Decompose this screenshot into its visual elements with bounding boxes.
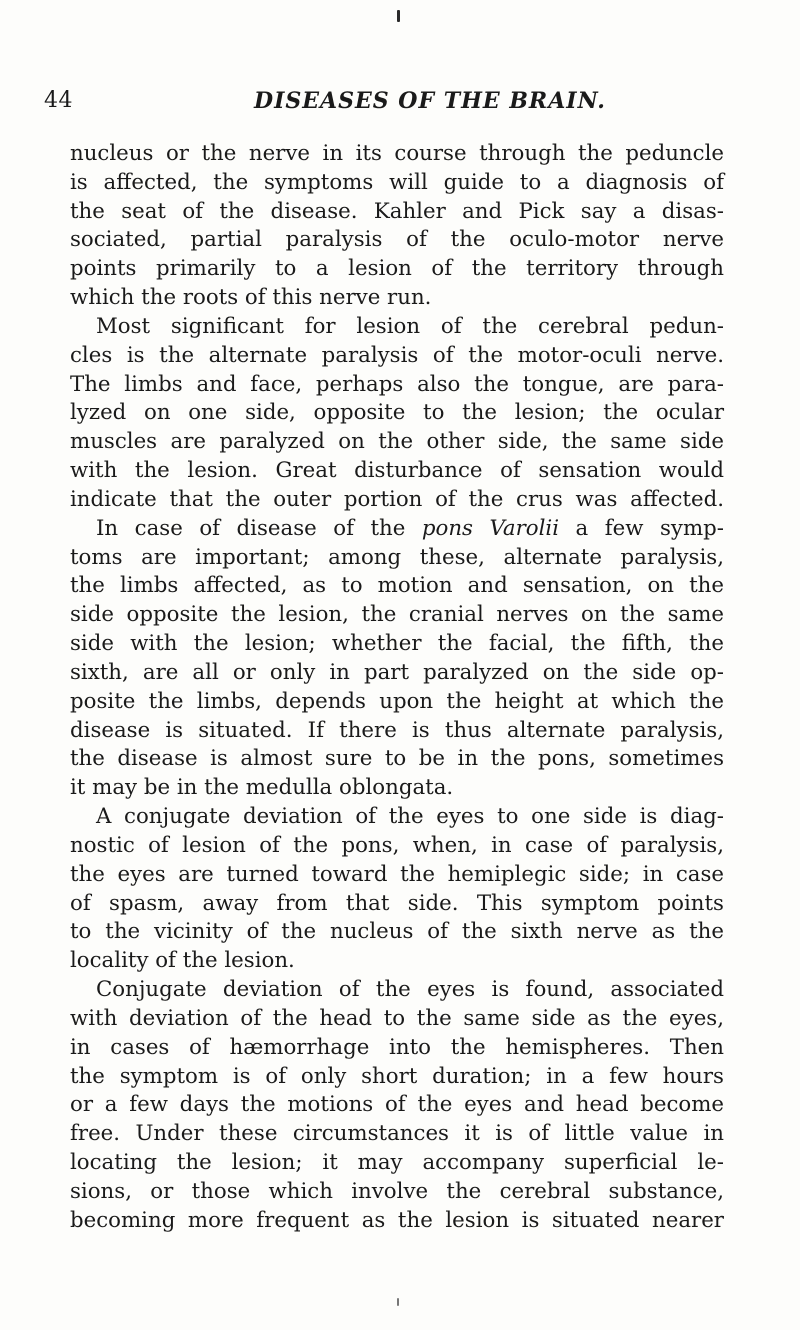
text-line: sions, or those which involve the cerebral substance, (70, 1178, 724, 1204)
text-line: muscles are paralyzed on the other side, the same side (70, 429, 724, 455)
text-line: posite the limbs, depends upon the height at which the (70, 688, 724, 714)
text-line: of spasm, away from that side. This symptom points (70, 890, 724, 916)
text-line: nostic of lesion of the pons, when, in case of paralysis, (70, 832, 724, 858)
text-line: sixth, are all or only in part paralyzed on the side op- (70, 659, 724, 685)
text-line: side with the lesion; whether the facial, the fifth, the (70, 631, 724, 657)
text-line: is affected, the symptoms will guide to a diagnosis of (70, 169, 724, 195)
print-mark (397, 10, 400, 22)
text-line: free. Under these circumstances it is of little value in (70, 1121, 724, 1147)
text-line: cles is the alternate paralysis of the motor-oculi nerve. (70, 342, 724, 368)
text-line: toms are important; among these, alternate paralysis, (70, 544, 724, 570)
text-line: the limbs affected, as to motion and sensation, on the (70, 573, 724, 599)
text-line: disease is situated. If there is thus alternate paralysis, (70, 717, 724, 743)
text-line: lyzed on one side, opposite to the lesion; the ocular (70, 400, 724, 426)
body-text (70, 140, 724, 1235)
text-line: becoming more frequent as the lesion is situated nearer (70, 1207, 724, 1233)
running-title: DISEASES OF THE BRAIN. (254, 88, 606, 114)
text-line: the disease is almost sure to be in the pons, sometimes (70, 746, 724, 772)
text-line: which the roots of this nerve run. (70, 285, 432, 311)
text-line: nucleus or the nerve in its course through the peduncle (70, 141, 724, 166)
text-line: The limbs and face, perhaps also the tongue, are para- (70, 371, 724, 397)
text-line: with deviation of the head to the same side as the eyes, (70, 1005, 724, 1031)
text-line: indicate that the outer portion of the crus was affected. (70, 486, 724, 512)
text-line: locating the lesion; it may accompany superficial le- (70, 1149, 724, 1175)
print-mark (397, 1298, 399, 1306)
text-line: points primarily to a lesion of the territory through (70, 256, 724, 282)
text-line: to the vicinity of the nucleus of the sixth nerve as the (70, 919, 724, 945)
text-line: the symptom is of only short duration; in a few hours (70, 1063, 724, 1089)
text-line: the seat of the disease. Kahler and Pick say a disas- (70, 198, 724, 224)
text-line: the eyes are turned toward the hemiplegic side; in case (70, 861, 724, 887)
text-line: In case of disease of the pons Varolii a few symp- (96, 515, 724, 541)
text-line: or a few days the motions of the eyes and head become (70, 1092, 724, 1118)
text-line: Most significant for lesion of the cerebral pedun- (96, 313, 724, 339)
text-line: with the lesion. Great disturbance of sensation would (70, 458, 724, 484)
text-line: Conjugate deviation of the eyes is found, associated (96, 977, 724, 1003)
text-line: A conjugate deviation of the eyes to one side is diag- (96, 804, 724, 830)
page-header (44, 88, 744, 118)
text-line: sociated, partial paralysis of the oculo-motor nerve (70, 227, 724, 253)
page-number: 44 (44, 88, 73, 113)
text-line: side opposite the lesion, the cranial nerves on the same (70, 602, 724, 628)
text-line: locality of the lesion. (70, 948, 295, 974)
text-line: it may be in the medulla oblongata. (70, 775, 454, 801)
text-line: in cases of hæmorrhage into the hemispheres. Then (70, 1034, 724, 1060)
